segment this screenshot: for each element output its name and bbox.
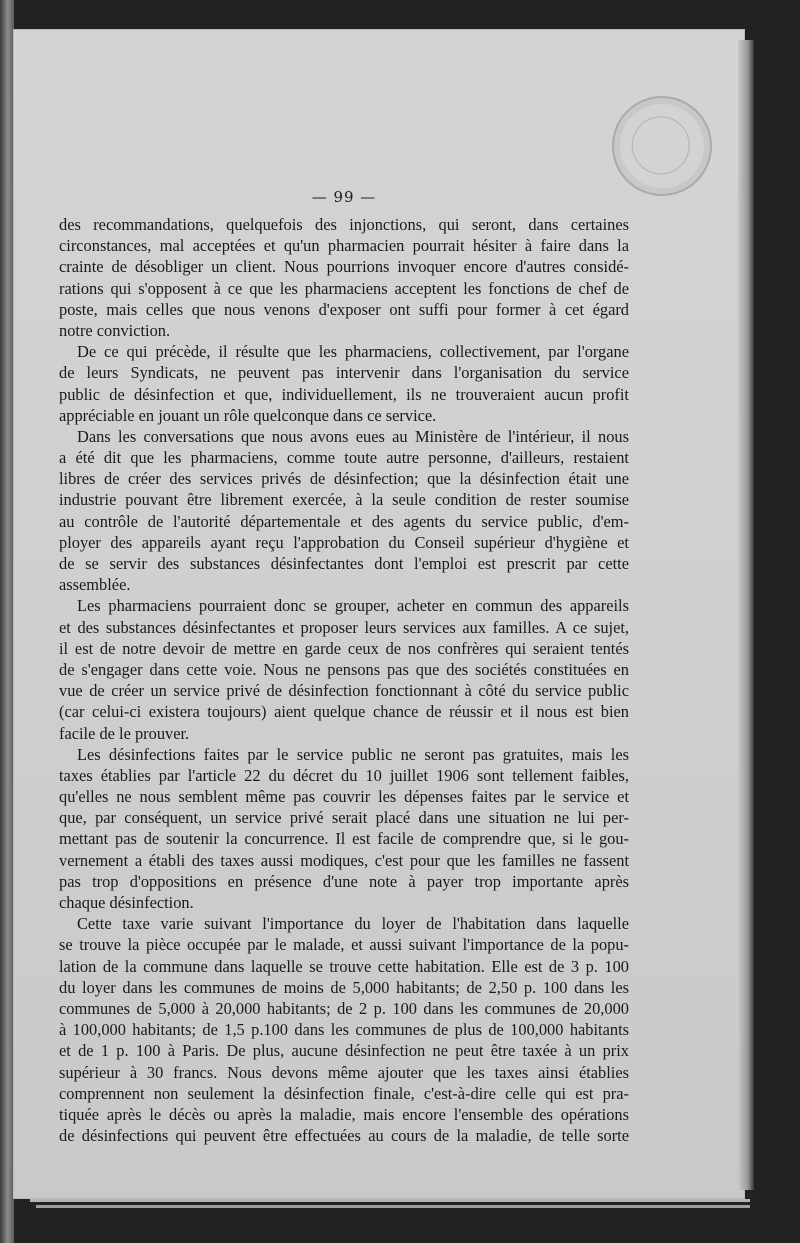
- text-line: Les désinfections faites par le service public ne seront pas gratuites, mais les: [77, 744, 629, 764]
- text-line: poste, mais celles que nous venons d'exposer ont suffi pour former à cet égard: [59, 299, 629, 319]
- text-line: de se servir des substances désinfectantes dont l'emploi est prescrit par cette: [59, 554, 629, 573]
- text-line: taxes établies par l'article 22 du décret du 10 juillet 1906 sont tellement faibles,: [59, 765, 629, 785]
- text-line: Les pharmaciens pourraient donc se grouper, acheter en commun des appareils: [77, 596, 629, 616]
- book-binding-edge: [0, 0, 14, 1243]
- text-line: pas trop d'oppositions en présence d'une note à payer trop importante après: [59, 871, 629, 891]
- text-line: supérieur à 30 francs. Nous devons même ajouter que les taxes ainsi établies: [59, 1062, 629, 1082]
- text-line: mettant pas de soutenir la concurrence. Il est facile de comprendre que, si le gou-: [59, 829, 629, 849]
- text-line: public de désinfection et que, individuellement, ils ne trouveraient aucun profit: [59, 384, 629, 404]
- text-line: du loyer dans les communes de moins de 5,000 habitants; de 2,50 p. 100 dans les: [59, 977, 629, 997]
- text-line: lation de la commune dans laquelle se trouve cette habitation. Elle est de 3 p. 100: [59, 956, 629, 976]
- text-line: crainte de désobliger un client. Nous pourrions invoquer encore d'autres considé-: [59, 257, 629, 277]
- text-line: a été dit que les pharmaciens, comme toute autre personne, d'ailleurs, restaient: [59, 448, 629, 468]
- text-line: tiquée après le décès ou après la maladie, mais encore l'ensemble des opérations: [59, 1104, 629, 1124]
- text-line: chaque désinfection.: [59, 893, 194, 912]
- text-line: au contrôle de l'autorité départementale et des agents du service public, d'em-: [59, 511, 629, 531]
- text-line: (car celui-ci existera toujours) aient quelque chance de réussir et il nous est bien: [59, 702, 629, 722]
- library-stamp-inner-ring: [624, 109, 697, 182]
- text-line: appréciable en jouant un rôle quelconque dans ce service.: [59, 405, 437, 425]
- text-line: De ce qui précède, il résulte que les pharmaciens, collectivement, par l'organe: [77, 342, 629, 362]
- page-stack-edge: [36, 1205, 750, 1208]
- text-line: qu'elles ne nous semblent même pas couvrir les dépenses faites par le service et: [59, 787, 629, 807]
- text-line: libres de créer des services privés de désinfection; que la désinfection était une: [59, 469, 629, 489]
- text-line: de désinfections qui peuvent être effectuées au cours de la maladie, de telle sorte: [59, 1126, 629, 1146]
- text-line: industrie pouvant être librement exercée, à la seule condition de rester soumise: [59, 490, 629, 510]
- text-line: communes de 5,000 à 20,000 habitants; de 2 p. 100 dans les communes de 20,000: [59, 998, 629, 1018]
- text-line: circonstances, mal acceptées et qu'un pharmacien pourrait hésiter à faire dans la: [59, 236, 629, 256]
- text-line: vernement a établi des taxes aussi modiques, c'est pour que les familles ne fassent: [59, 850, 629, 870]
- page-number: — 99 —: [311, 188, 377, 206]
- text-line: ployer des appareils ayant reçu l'approbation du Conseil supérieur d'hygiène et: [59, 532, 629, 552]
- document-page: [14, 30, 744, 1198]
- text-line: de s'engager dans cette voie. Nous ne pensons pas que des sociétés constituées en: [59, 659, 629, 679]
- text-line: que, par conséquent, un service privé serait placé dans une situation ne lui per-: [59, 808, 629, 828]
- text-line: et de 1 p. 100 à Paris. De plus, aucune désinfection ne peut être taxée à un prix: [59, 1041, 629, 1061]
- text-line: se trouve la pièce occupée par le malade, et aussi suivant l'importance de la popu-: [59, 935, 629, 955]
- text-line: rations qui s'opposent à ce que les pharmaciens acceptent les fonctions de chef de: [59, 278, 629, 298]
- page-curl-edge: [738, 40, 754, 1190]
- text-line: Dans les conversations que nous avons eues au Ministère de l'intérieur, il nous: [77, 426, 629, 446]
- text-line: des recommandations, quelquefois des injonctions, qui seront, dans certaines: [59, 215, 629, 234]
- text-line: de leurs Syndicats, ne peuvent pas intervenir dans l'organisation du service: [59, 363, 629, 383]
- text-line: vue de créer un service privé de désinfection fonctionnant à côté du service public: [59, 681, 629, 701]
- text-line: assemblée.: [59, 575, 131, 595]
- body-text: [59, 214, 629, 1146]
- text-line: notre conviction.: [59, 320, 171, 340]
- text-line: Cette taxe varie suivant l'importance du loyer de l'habitation dans laquelle: [77, 914, 629, 934]
- page-stack-edge: [30, 1199, 750, 1202]
- text-line: il est de notre devoir de mettre en garde ceux de nos confrères qui seraient tentés: [59, 638, 629, 658]
- text-line: à 100,000 habitants; de 1,5 p.100 dans les communes de plus de 100,000 habitants: [59, 1020, 629, 1040]
- text-line: comprennent non seulement la désinfection finale, c'est-à-dire celle qui est pra-: [59, 1083, 629, 1103]
- text-line: et des substances désinfectantes et proposer leurs services aux familles. A ce sujet,: [59, 617, 629, 637]
- text-line: facile de le prouver.: [59, 723, 190, 743]
